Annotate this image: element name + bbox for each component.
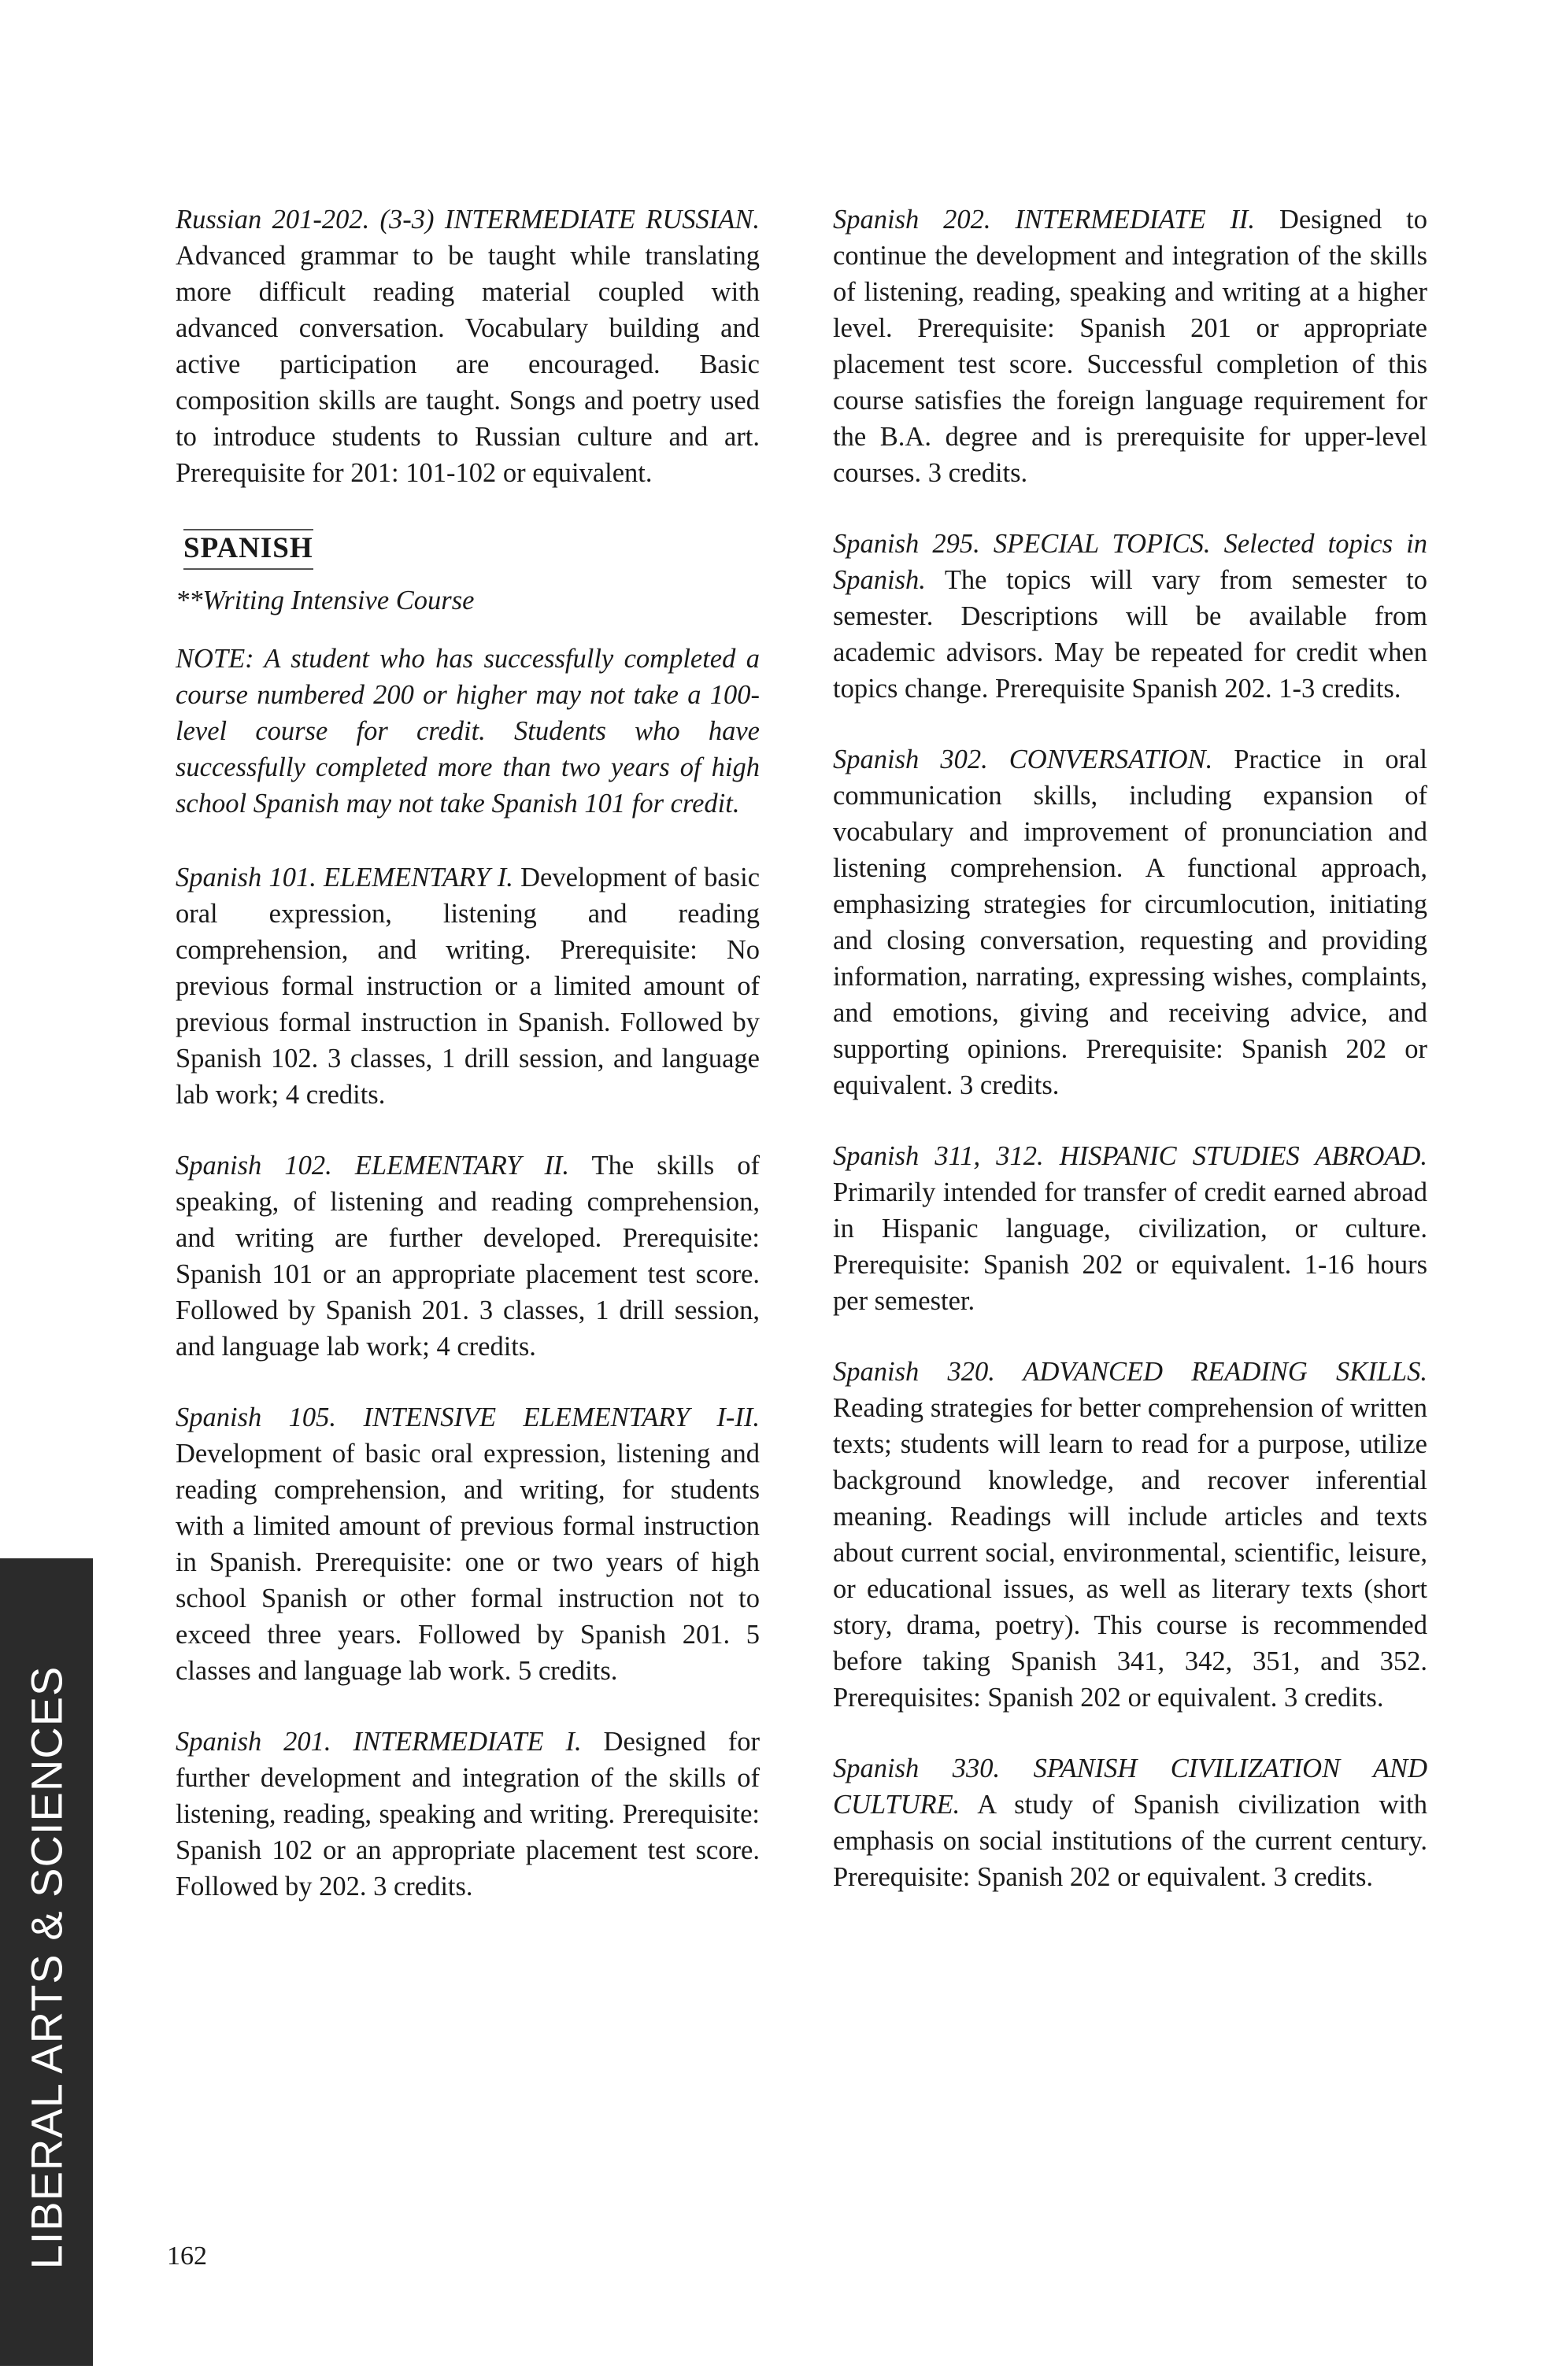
course-description: Reading strategies for better comprehension of written texts; students will learn to read for a purpose, utilize background knowledge, and recover inferential meaning. Readings will include articles and texts about current social, environmental, scientific, leisure, or educational issues, as well as literary texts (short story, drama, poetry). This course is recommended before taking Spanish 341, 342, 351, and 352. Prerequisites: Spanish 202 or equivalent. 3 credits. <box>833 1393 1427 1713</box>
course-spanish-320 <box>833 1354 1427 1716</box>
course-spanish-295 <box>833 526 1427 707</box>
course-spanish-101 <box>176 859 760 1113</box>
course-spanish-105 <box>176 1399 760 1689</box>
course-spanish-202 <box>833 201 1427 491</box>
page-number: 162 <box>167 2241 207 2271</box>
course-description: Primarily intended for transfer of credit earned abroad in Hispanic language, civilization, or culture. Prerequisite: Spanish 202 or equivalent. 1-16 hours per semester. <box>833 1177 1427 1316</box>
course-heading: Spanish 302. CONVERSATION. <box>833 745 1213 774</box>
course-description: Development of basic oral expression, listening and reading comprehension, and writing. Prerequisite: No previous formal instruction or a limited amount of previous formal instruction in Spanish. Followed by Spanish 102. 3 classes, 1 drill session, and language lab work; 4 credits. <box>176 863 761 1110</box>
course-description: Advanced grammar to be taught while translating more difficult reading material coupled with advanced conversation. Vocabulary building and active participation are encouraged. Basic composition skills are taught. Songs and poetry used to introduce students to Russian culture and art. Prerequisite for 201: 101-102 or equivalent. <box>176 241 760 488</box>
course-description: Designed for further development and integration of the skills of listening, reading, speaking and writing. Prerequisite: Spanish 102 or an appropriate placement test score. Followed by 202. 3 credits. <box>176 1727 760 1901</box>
course-heading: Spanish 202. INTERMEDIATE II. <box>833 205 1256 235</box>
side-tab-label: LIBERAL ARTS & SCIENCES <box>21 1665 72 2270</box>
course-heading: Spanish 105. INTENSIVE ELEMENTARY I-II. <box>176 1402 760 1432</box>
course-description: Development of basic oral expression, listening and reading comprehension, and writing, for students with a limited amount of previous formal instruction in Spanish. Prerequisite: one or two years of high school Spanish or other formal instruction not to exceed three years. Followed by Spanish 201. 5 classes and language lab work. 5 credits. <box>176 1439 760 1686</box>
course-heading: Spanish 330. SPANISH CIVILIZATION AND CULTURE. <box>833 1754 1427 1820</box>
course-heading: Russian 201-202. (3-3) INTERMEDIATE RUSSIAN. <box>176 205 760 235</box>
course-description: The skills of speaking, of listening and reading comprehension, and writing are further developed. Prerequisite: Spanish 101 or an appropriate placement test score. Followed by Spanish 201. 3 classes, 1 drill session, and language lab work; 4 credits. <box>176 1151 760 1362</box>
course-spanish-330 <box>833 1750 1427 1895</box>
course-description: Designed to continue the development and integration of the skills of listening, reading, speaking and writing at a higher level. Prerequisite: Spanish 201 or appropriate placement test score. Successful completion of this course satisfies the foreign language requirement for the B.A. degree and is prerequisite for upper-level courses. 3 credits. <box>833 205 1427 488</box>
course-description: Practice in oral communication skills, including expansion of vocabulary and improvement of pronunciation and listening comprehension. A functional approach, emphasizing strategies for circumlocution, initiating and closing conversation, requesting and providing information, narrating, expressing wishes, complaints, and emotions, giving and receiving advice, and supporting opinions. Prerequisite: Spanish 202 or equivalent. 3 credits. <box>833 745 1427 1100</box>
right-column <box>833 201 1427 1930</box>
spanish-note: NOTE: A student who has successfully completed a course numbered 200 or higher may not take a 100-level course for credit. Students who have successfully completed more than two years of high school Spanish may not take Spanish 101 for credit. <box>176 644 760 819</box>
course-description: The topics will vary from semester to semester. Descriptions will be available from academic advisors. May be repeated for credit when topics change. Prerequisite Spanish 202. 1-3 credits. <box>833 565 1427 704</box>
course-description: A study of Spanish civilization with emphasis on social institutions of the current century. Prerequisite: Spanish 202 or equivalent. 3 credits. <box>833 1790 1427 1892</box>
course-heading: Spanish 101. ELEMENTARY I. <box>176 863 513 893</box>
course-russian-201-202 <box>176 201 760 491</box>
course-heading: Spanish 295. SPECIAL TOPICS. Selected topics in Spanish. <box>833 529 1427 595</box>
section-title-spanish: SPANISH <box>183 529 313 570</box>
writing-intensive-note: **Writing Intensive Course <box>176 586 475 615</box>
course-spanish-302 <box>833 741 1427 1103</box>
left-column <box>176 201 760 1939</box>
course-heading: Spanish 320. ADVANCED READING SKILLS. <box>833 1357 1427 1387</box>
course-spanish-102 <box>176 1148 760 1365</box>
course-heading: Spanish 201. INTERMEDIATE I. <box>176 1727 582 1757</box>
course-spanish-201 <box>176 1724 760 1905</box>
course-heading: Spanish 102. ELEMENTARY II. <box>176 1151 570 1181</box>
course-spanish-311-312 <box>833 1138 1427 1319</box>
course-heading: Spanish 311, 312. HISPANIC STUDIES ABROAD. <box>833 1141 1427 1171</box>
